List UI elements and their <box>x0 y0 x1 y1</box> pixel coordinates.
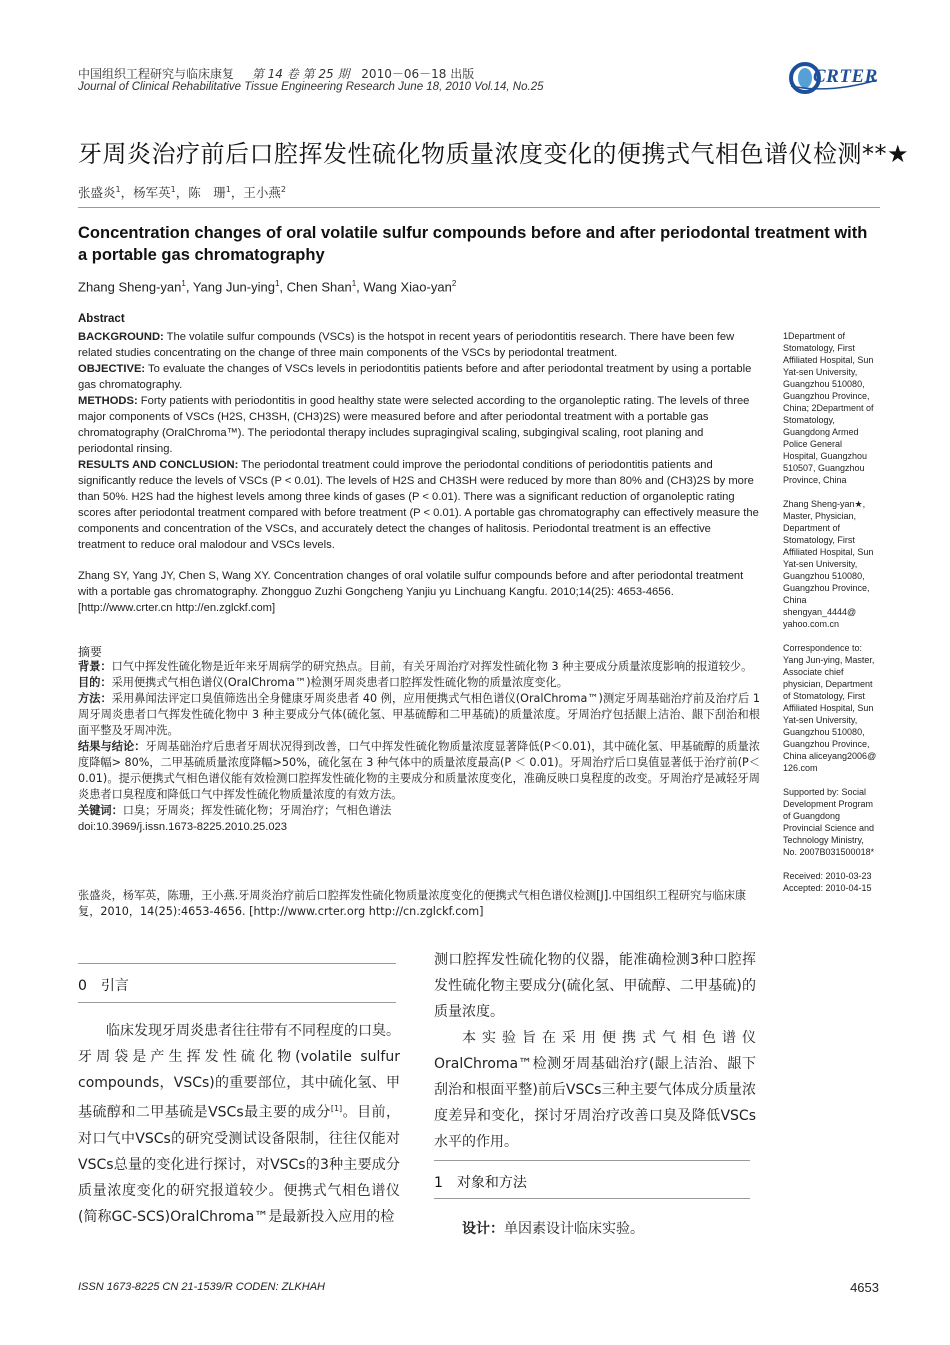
citation-cn: 张盛炎，杨军英，陈珊，王小燕.牙周炎治疗前后口腔挥发性硫化物质量浓度变化的便携式气相色谱仪检测[J].中国组织工程研究与临床康复，2010，14(25):4653-4656. [http://www.crter.org http://cn.zglckf.com] <box>78 889 747 918</box>
section-rule <box>78 963 396 964</box>
design-line: 设计：单因素设计临床实验。 <box>462 1221 644 1237</box>
citation-en: Zhang SY, Yang JY, Chen S, Wang XY. Concentration changes of oral volatile sulfur compounds before and after periodontal treatment with a portable gas chromatography. Zhongguo Zuzhi Gongcheng Yanjiu yu Linchuang Kangfu. 2010;14(25): 4653-4656. [http://www.crter.cn http://en.zglckf.com] <box>78 570 744 614</box>
abstract-cn-results: 结果与结论：牙周基础治疗后患者牙周状况得到改善，口气中挥发性硫化物质量浓度显著降低(P＜0.01)，其中硫化氢、甲基硫醇的质量浓度降幅> 80%，二甲基硫质量浓度降幅>50%，硫化氢在 3 种气体中的质量浓度最高(P ＜ 0.01)。牙周治疗后口臭值显著低于治疗前(P＜0.01)。提示便携式气相色谱仪能有效检测口腔挥发性硫化物的主要成分和质量浓度变化，准确反映口臭程度的改变。牙周治疗是减轻牙周炎患者口臭程度和降低口气中挥发性硫化物质量浓度的有效方法。 <box>78 740 760 801</box>
abstract-results: RESULTS AND CONCLUSION: The periodontal treatment could improve the periodontal conditions of periodontitis patients and significantly reduce the levels of VSCs (P < 0.01). The levels of H2S and CH3SH were reduced by more than 80% and (CH3)2S by more than 50%. H2S had the highest levels among three kinds of gases (P < 0.01). There was a significant reduction of organoleptic rating scores after periodontal treatment compared with before treatment (P < 0.01). A portable gas chromatography can effectively measure the components and concentration of the VSCs, and accurately detect the changes of halitosis. Periodontal treatment is an effective treatment to reduce oral malodour and VSCs levels. <box>78 459 759 551</box>
abstract-en <box>78 329 760 553</box>
authors-en: Zhang Sheng-yan$^1$, Yang Jun-ying$^1$, Chen Shan$^1$, Wang Xiao-yan$^2$ <box>78 279 457 295</box>
funding: Supported by: Social Development Program of Guangdong Provincial Science and Technology Ministry, No. 2007B031500018* <box>783 787 875 857</box>
body-left-column <box>78 1018 400 1230</box>
article-title-cn: 牙周炎治疗前后口腔挥发性硫化物质量浓度变化的便携式气相色谱仪检测**★ <box>78 140 910 168</box>
accepted-date: Accepted: 2010-04-15 <box>783 883 872 893</box>
aim-paragraph: 本实验旨在采用便携式气相色谱仪OralChroma™检测牙周基础治疗(龈上洁治、龈下刮治和根面平整)前后VSCs三种主要气体成分质量浓度差异和变化，探讨牙周治疗改善口臭及降低VSCs水平的作用。 <box>434 1030 756 1150</box>
publish-date-cn: 2010－06－18 出版 <box>361 67 475 81</box>
journal-logo <box>789 60 881 96</box>
affiliations: 1Department of Stomatology, First Affiliated Hospital, Sun Yat-sen University, Guangzhou 510080, Guangzhou Province, China; 2Department of Stomatology, Guangdong Armed Police General Hospital, Guangzhou 510507, Guangzhou Province, China <box>783 331 874 485</box>
abstract-heading: Abstract <box>78 313 125 325</box>
title-divider <box>78 207 880 208</box>
abstract-background: BACKGROUND: The volatile sulfur compounds (VSCs) is the hotspot in recent years of periodontitis research. There have been few related studies concentrating on the change of three main components of the VSCs by periodontal treatment. <box>78 331 735 359</box>
intro-paragraph: 临床发现牙周炎患者往往带有不同程度的口臭。牙周袋是产生挥发性硫化物(volatile sulfur compounds，VSCs)的重要部位，其中硫化氢、甲基硫醇和二甲基硫是VSCs最主要的成分[1]。目前，对口气中VSCs的研究受测试设备限制，往往仅能对VSCs总量的变化进行探讨，对VSCs的3种主要成分质量浓度变化的研究报道较少。便携式气相色谱仪(简称GC-SCS)OralChroma™是最新投入应用的检 <box>78 1023 400 1225</box>
journal-header-cn <box>78 65 474 82</box>
journal-header-en: Journal of Clinical Rehabilitative Tissue Engineering Research June 18, 2010 Vol.14, No.25 <box>78 81 544 93</box>
footer-issn: ISSN 1673-8225 CN 21-1539/R CODEN: ZLKHAH <box>78 1281 325 1293</box>
section-rule <box>434 1160 750 1161</box>
abstract-methods: METHODS: Forty patients with periodontitis in good healthy state were selected according to the organoleptic rating. The levels of three major components of VSCs (H2S, CH3SH, (CH3)2S) were measured before and after periodontal treatment with a portable gas chromatography (OralChroma™). The periodontal therapy includes supragingival scaling, subgingival scaling, root planing and periodontal rinsing. <box>78 395 750 455</box>
abstract-cn-background: 背景：口气中挥发性硫化物是近年来牙周病学的研究热点。目前，有关牙周治疗对挥发性硫化物 3 种主要成分质量浓度影响的报道较少。 <box>78 660 753 673</box>
received-date: Received: 2010-03-23 <box>783 871 872 881</box>
section-rule <box>434 1198 750 1199</box>
volume-issue-cn: 第 14 卷 第 25 期 <box>251 67 350 81</box>
article-title-en: Concentration changes of oral volatile sulfur compounds before and after periodontal treatment with a portable gas chromatography <box>78 224 868 264</box>
logo-text: CRTER <box>813 66 878 87</box>
intro-paragraph-cont: 测口腔挥发性硫化物的仪器，能准确检测3种口腔挥发性硫化物主要成分(硫化氢、甲硫醇、二甲基硫)的质量浓度。 <box>434 952 756 1020</box>
abstract-objective: OBJECTIVE: To evaluate the changes of VSCs levels in periodontitis patients before and after periodontal treatment by using a portable gas chromatography. <box>78 363 752 391</box>
section-1-heading: 1 对象和方法 <box>434 1175 527 1191</box>
page-number: 4653 <box>850 1280 879 1295</box>
abstract-heading-cn: 摘要 <box>78 645 103 659</box>
section-rule <box>78 1002 396 1003</box>
journal-name-cn: 中国组织工程研究与临床康复 <box>78 67 235 81</box>
authors-cn: 张盛炎$^1$，杨军英$^1$，陈 珊$^1$，王小燕$^2$ <box>78 184 286 200</box>
sidebar <box>783 330 878 894</box>
section-0-heading: 0 引言 <box>78 978 129 994</box>
body-right-column <box>434 947 756 1155</box>
abstract-cn-objective: 目的：采用便携式气相色谱仪(OralChroma™)检测牙周炎患者口腔挥发性硫化物的质量浓度变化。 <box>78 676 568 689</box>
abstract-cn <box>78 659 760 835</box>
correspondence: Correspondence to: Yang Jun-ying, Master, Associate chief physician, Department of Stomatology, First Affiliated Hospital, Sun Yat-sen University, Guangzhou 510080, Guangzhou Province, China aliceyang2006@ 126.com <box>783 643 877 773</box>
abstract-cn-keywords: 关键词：口臭；牙周炎；挥发性硫化物；牙周治疗；气相色谱法 <box>78 804 392 817</box>
abstract-cn-methods: 方法：采用鼻闻法评定口臭值筛选出全身健康牙周炎患者 40 例，应用便携式气相色谱仪(OralChroma™)测定牙周基础治疗前及治疗后 1 周牙周炎患者口气挥发性硫化物中 3 种主要成分气体(硫化氢、甲基硫醇和二甲基硫)的质量浓度。牙周治疗包括龈上洁治、龈下刮治和根面平整及牙周冲洗。 <box>78 692 760 737</box>
author-note: Zhang Sheng-yan★, Master, Physician, Department of Stomatology, First Affiliated Hospital, Sun Yat-sen University, Guangzhou 510080, Guangzhou Province, China shengyan_4444@ yahoo.com.cn <box>783 499 874 629</box>
doi: doi:10.3969/j.issn.1673-8225.2010.25.023 <box>78 821 288 833</box>
